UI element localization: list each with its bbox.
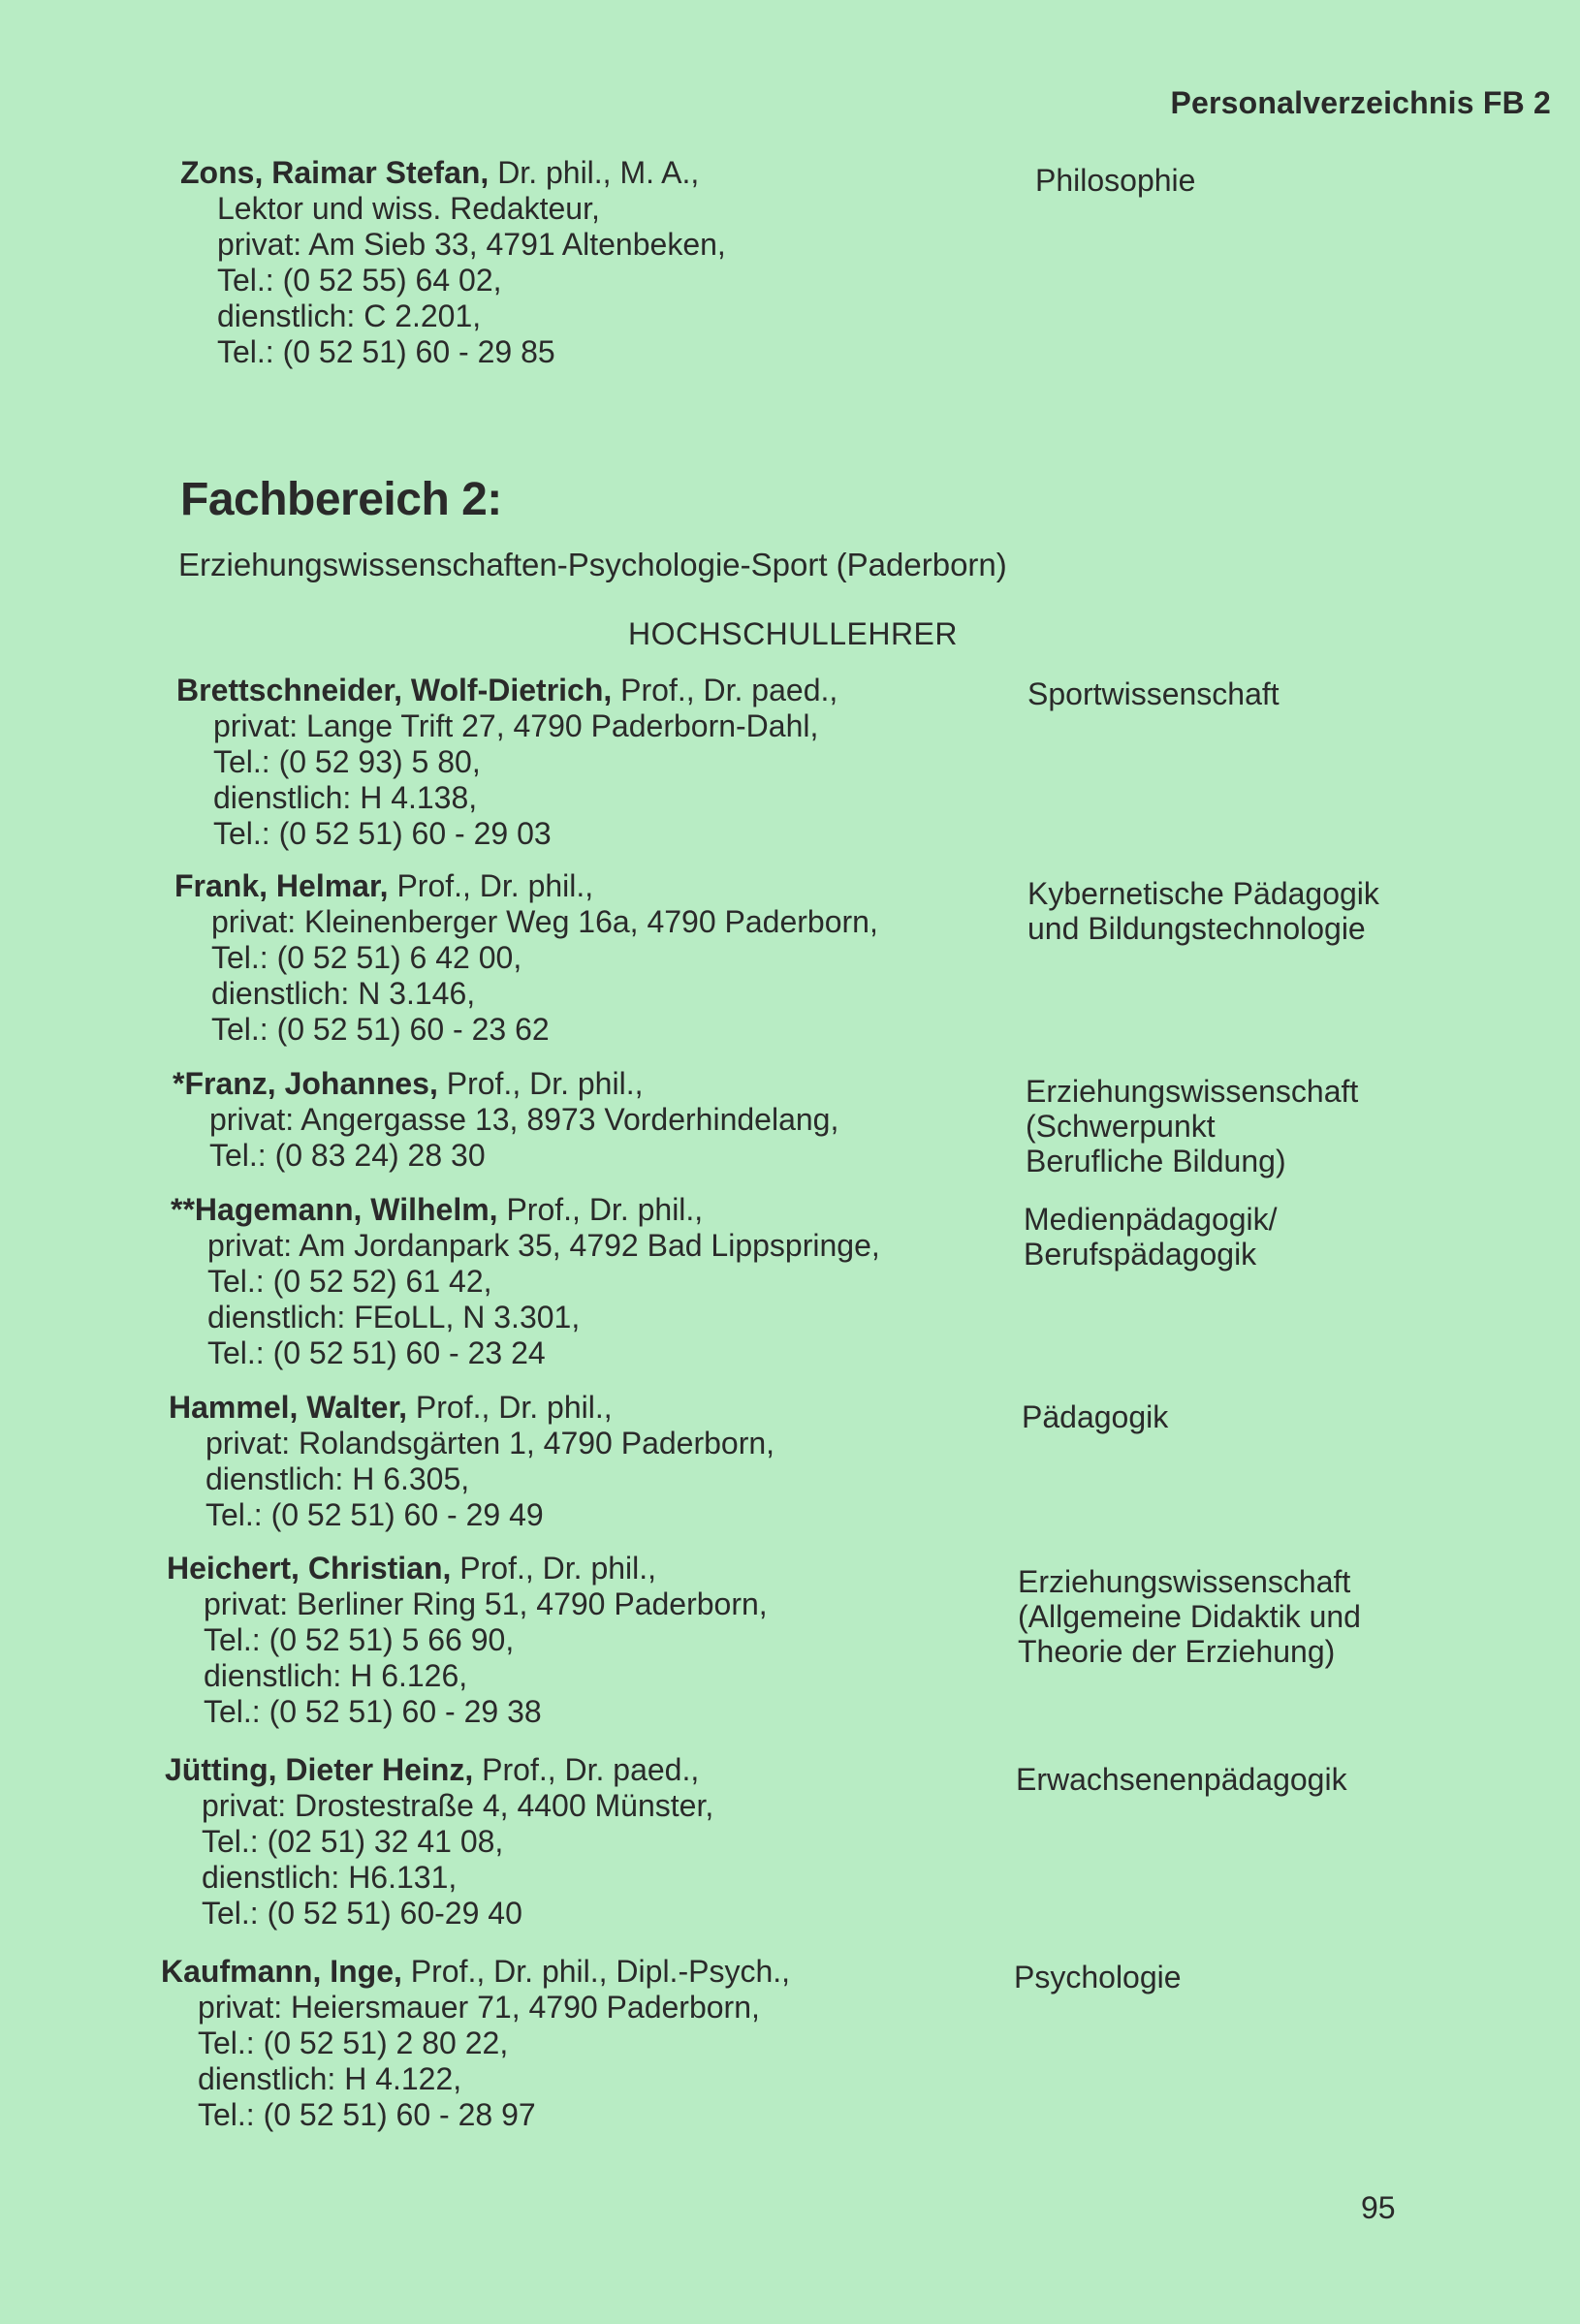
entry-line: Tel.: (0 52 51) 60 - 29 03	[213, 816, 552, 851]
person-entry-zons	[180, 155, 726, 370]
person-entry-kaufmann	[161, 1954, 790, 2133]
entry-line: privat: Drostestraße 4, 4400 Münster,	[202, 1788, 714, 1823]
department-kaufmann	[1014, 1960, 1182, 1994]
department-line: (Schwerpunkt	[1026, 1109, 1216, 1144]
entry-line: privat: Lange Trift 27, 4790 Paderborn-Dahl,	[213, 708, 819, 743]
person-name: Jütting, Dieter Heinz,	[165, 1752, 474, 1787]
entry-name-line	[176, 673, 837, 708]
entry-line: Lektor und wiss. Redakteur,	[217, 191, 600, 226]
person-title: Prof., Dr. phil.,	[497, 1192, 704, 1227]
department-line: Kybernetische Pädagogik	[1027, 876, 1379, 911]
department-juetting	[1016, 1762, 1347, 1797]
person-title: Prof., Dr. paed.,	[473, 1752, 700, 1787]
person-name: **Hagemann, Wilhelm,	[171, 1192, 498, 1227]
person-name: Brettschneider, Wolf-Dietrich,	[176, 673, 613, 707]
department-line: Philosophie	[1035, 163, 1196, 198]
department-line: Berufliche Bildung)	[1026, 1144, 1286, 1178]
person-title: Prof., Dr. phil.,	[437, 1066, 644, 1101]
person-name: Frank, Helmar,	[174, 868, 389, 903]
department-hammel	[1022, 1399, 1168, 1434]
entry-line: dienstlich: H6.131,	[202, 1860, 458, 1895]
entry-line: Tel.: (0 52 51) 60 - 29 49	[205, 1497, 544, 1532]
entry-line: privat: Rolandsgärten 1, 4790 Paderborn,	[205, 1426, 775, 1460]
entry-name-line	[180, 155, 726, 191]
department-line: und Bildungstechnologie	[1027, 911, 1366, 946]
department-line: Sportwissenschaft	[1027, 676, 1280, 711]
entry-line: Tel.: (0 52 51) 60 - 23 62	[211, 1012, 550, 1047]
department-frank	[1027, 876, 1379, 946]
department-zons	[1035, 163, 1195, 198]
department-heichert	[1018, 1564, 1361, 1669]
entry-line: dienstlich: H 6.126,	[204, 1658, 468, 1693]
entry-line: privat: Berliner Ring 51, 4790 Paderborn,	[204, 1586, 768, 1621]
entry-line: Tel.: (0 52 51) 60 - 28 97	[198, 2097, 536, 2132]
entry-name-line	[174, 868, 878, 904]
person-entry-juetting	[165, 1752, 713, 1931]
page-number: 95	[1361, 2190, 1396, 2225]
entry-line: Tel.: (0 52 51) 60 - 29 85	[217, 334, 555, 369]
person-name: Heichert, Christian,	[167, 1551, 452, 1586]
person-title: Dr. phil., M. A.,	[489, 155, 700, 190]
section-heading: Fachbereich 2:	[180, 474, 502, 525]
department-line: Berufspädagogik	[1024, 1237, 1257, 1272]
entry-name-line	[173, 1066, 838, 1102]
department-line: Erwachsenenpädagogik	[1016, 1762, 1347, 1797]
group-heading: HOCHSCHULLEHRER	[628, 616, 958, 651]
entry-line: privat: Am Sieb 33, 4791 Altenbeken,	[217, 227, 726, 262]
entry-line: privat: Am Jordanpark 35, 4792 Bad Lippspringe,	[207, 1228, 880, 1263]
person-entry-brettschneider	[176, 673, 837, 852]
entry-line: Tel.: (0 52 51) 6 42 00,	[211, 940, 522, 975]
entry-line: dienstlich: H 4.122,	[198, 2061, 462, 2096]
entry-name-line	[167, 1551, 768, 1586]
department-line: Psychologie	[1014, 1960, 1182, 1994]
entry-line: dienstlich: H 4.138,	[213, 780, 478, 815]
entry-line: dienstlich: N 3.146,	[211, 976, 476, 1011]
person-entry-heichert	[167, 1551, 768, 1730]
person-entry-hammel	[169, 1390, 774, 1533]
department-line: (Allgemeine Didaktik und	[1018, 1599, 1361, 1634]
person-name: Hammel, Walter,	[169, 1390, 408, 1425]
department-brettschneider	[1027, 676, 1280, 711]
entry-name-line	[171, 1192, 880, 1228]
entry-line: Tel.: (0 52 51) 60 - 23 24	[207, 1335, 546, 1370]
department-line: Pädagogik	[1022, 1399, 1169, 1434]
entry-name-line	[169, 1390, 774, 1426]
department-line: Erziehungswissenschaft	[1026, 1074, 1359, 1109]
entry-line: dienstlich: FEoLL, N 3.301,	[207, 1300, 581, 1335]
department-line: Theorie der Erziehung)	[1018, 1634, 1336, 1669]
entry-line: Tel.: (0 52 51) 5 66 90,	[204, 1622, 515, 1657]
entry-line: Tel.: (0 52 93) 5 80,	[213, 744, 481, 779]
entry-line: privat: Angergasse 13, 8973 Vorderhindelang,	[209, 1102, 839, 1137]
person-entry-hagemann	[171, 1192, 880, 1371]
entry-line: Tel.: (02 51) 32 41 08,	[202, 1824, 504, 1859]
department-franz	[1026, 1074, 1358, 1178]
section-subtitle: Erziehungswissenschaften-Psychologie-Sport (Paderborn)	[178, 547, 1007, 582]
entry-line: Tel.: (0 52 51) 60 - 29 38	[204, 1694, 542, 1729]
entry-name-line	[161, 1954, 790, 1990]
person-title: Prof., Dr. paed.,	[612, 673, 838, 707]
person-title: Prof., Dr. phil., Dipl.-Psych.,	[401, 1954, 791, 1989]
entry-line: dienstlich: H 6.305,	[205, 1461, 470, 1496]
entry-line: Tel.: (0 52 51) 60-29 40	[202, 1896, 522, 1931]
entry-line: Tel.: (0 52 55) 64 02,	[217, 263, 502, 298]
department-hagemann	[1024, 1202, 1278, 1272]
entry-name-line	[165, 1752, 713, 1788]
department-line: Medienpädagogik/	[1024, 1202, 1278, 1237]
person-entry-frank	[174, 868, 878, 1048]
person-name: Kaufmann, Inge,	[161, 1954, 402, 1989]
entry-line: privat: Kleinenberger Weg 16a, 4790 Paderborn,	[211, 904, 878, 939]
person-title: Prof., Dr. phil.,	[451, 1551, 657, 1586]
department-line: Erziehungswissenschaft	[1018, 1564, 1351, 1599]
entry-line: Tel.: (0 83 24) 28 30	[209, 1138, 486, 1173]
entry-line: dienstlich: C 2.201,	[217, 298, 482, 333]
person-name: *Franz, Johannes,	[173, 1066, 438, 1101]
running-header: Personalverzeichnis FB 2	[1170, 85, 1551, 120]
person-entry-franz	[173, 1066, 838, 1174]
person-title: Prof., Dr. phil.,	[388, 868, 594, 903]
person-name: Zons, Raimar Stefan,	[180, 155, 490, 190]
person-title: Prof., Dr. phil.,	[407, 1390, 613, 1425]
entry-line: Tel.: (0 52 51) 2 80 22,	[198, 2026, 509, 2060]
entry-line: privat: Heiersmauer 71, 4790 Paderborn,	[198, 1990, 760, 2025]
entry-line: Tel.: (0 52 52) 61 42,	[207, 1264, 492, 1299]
